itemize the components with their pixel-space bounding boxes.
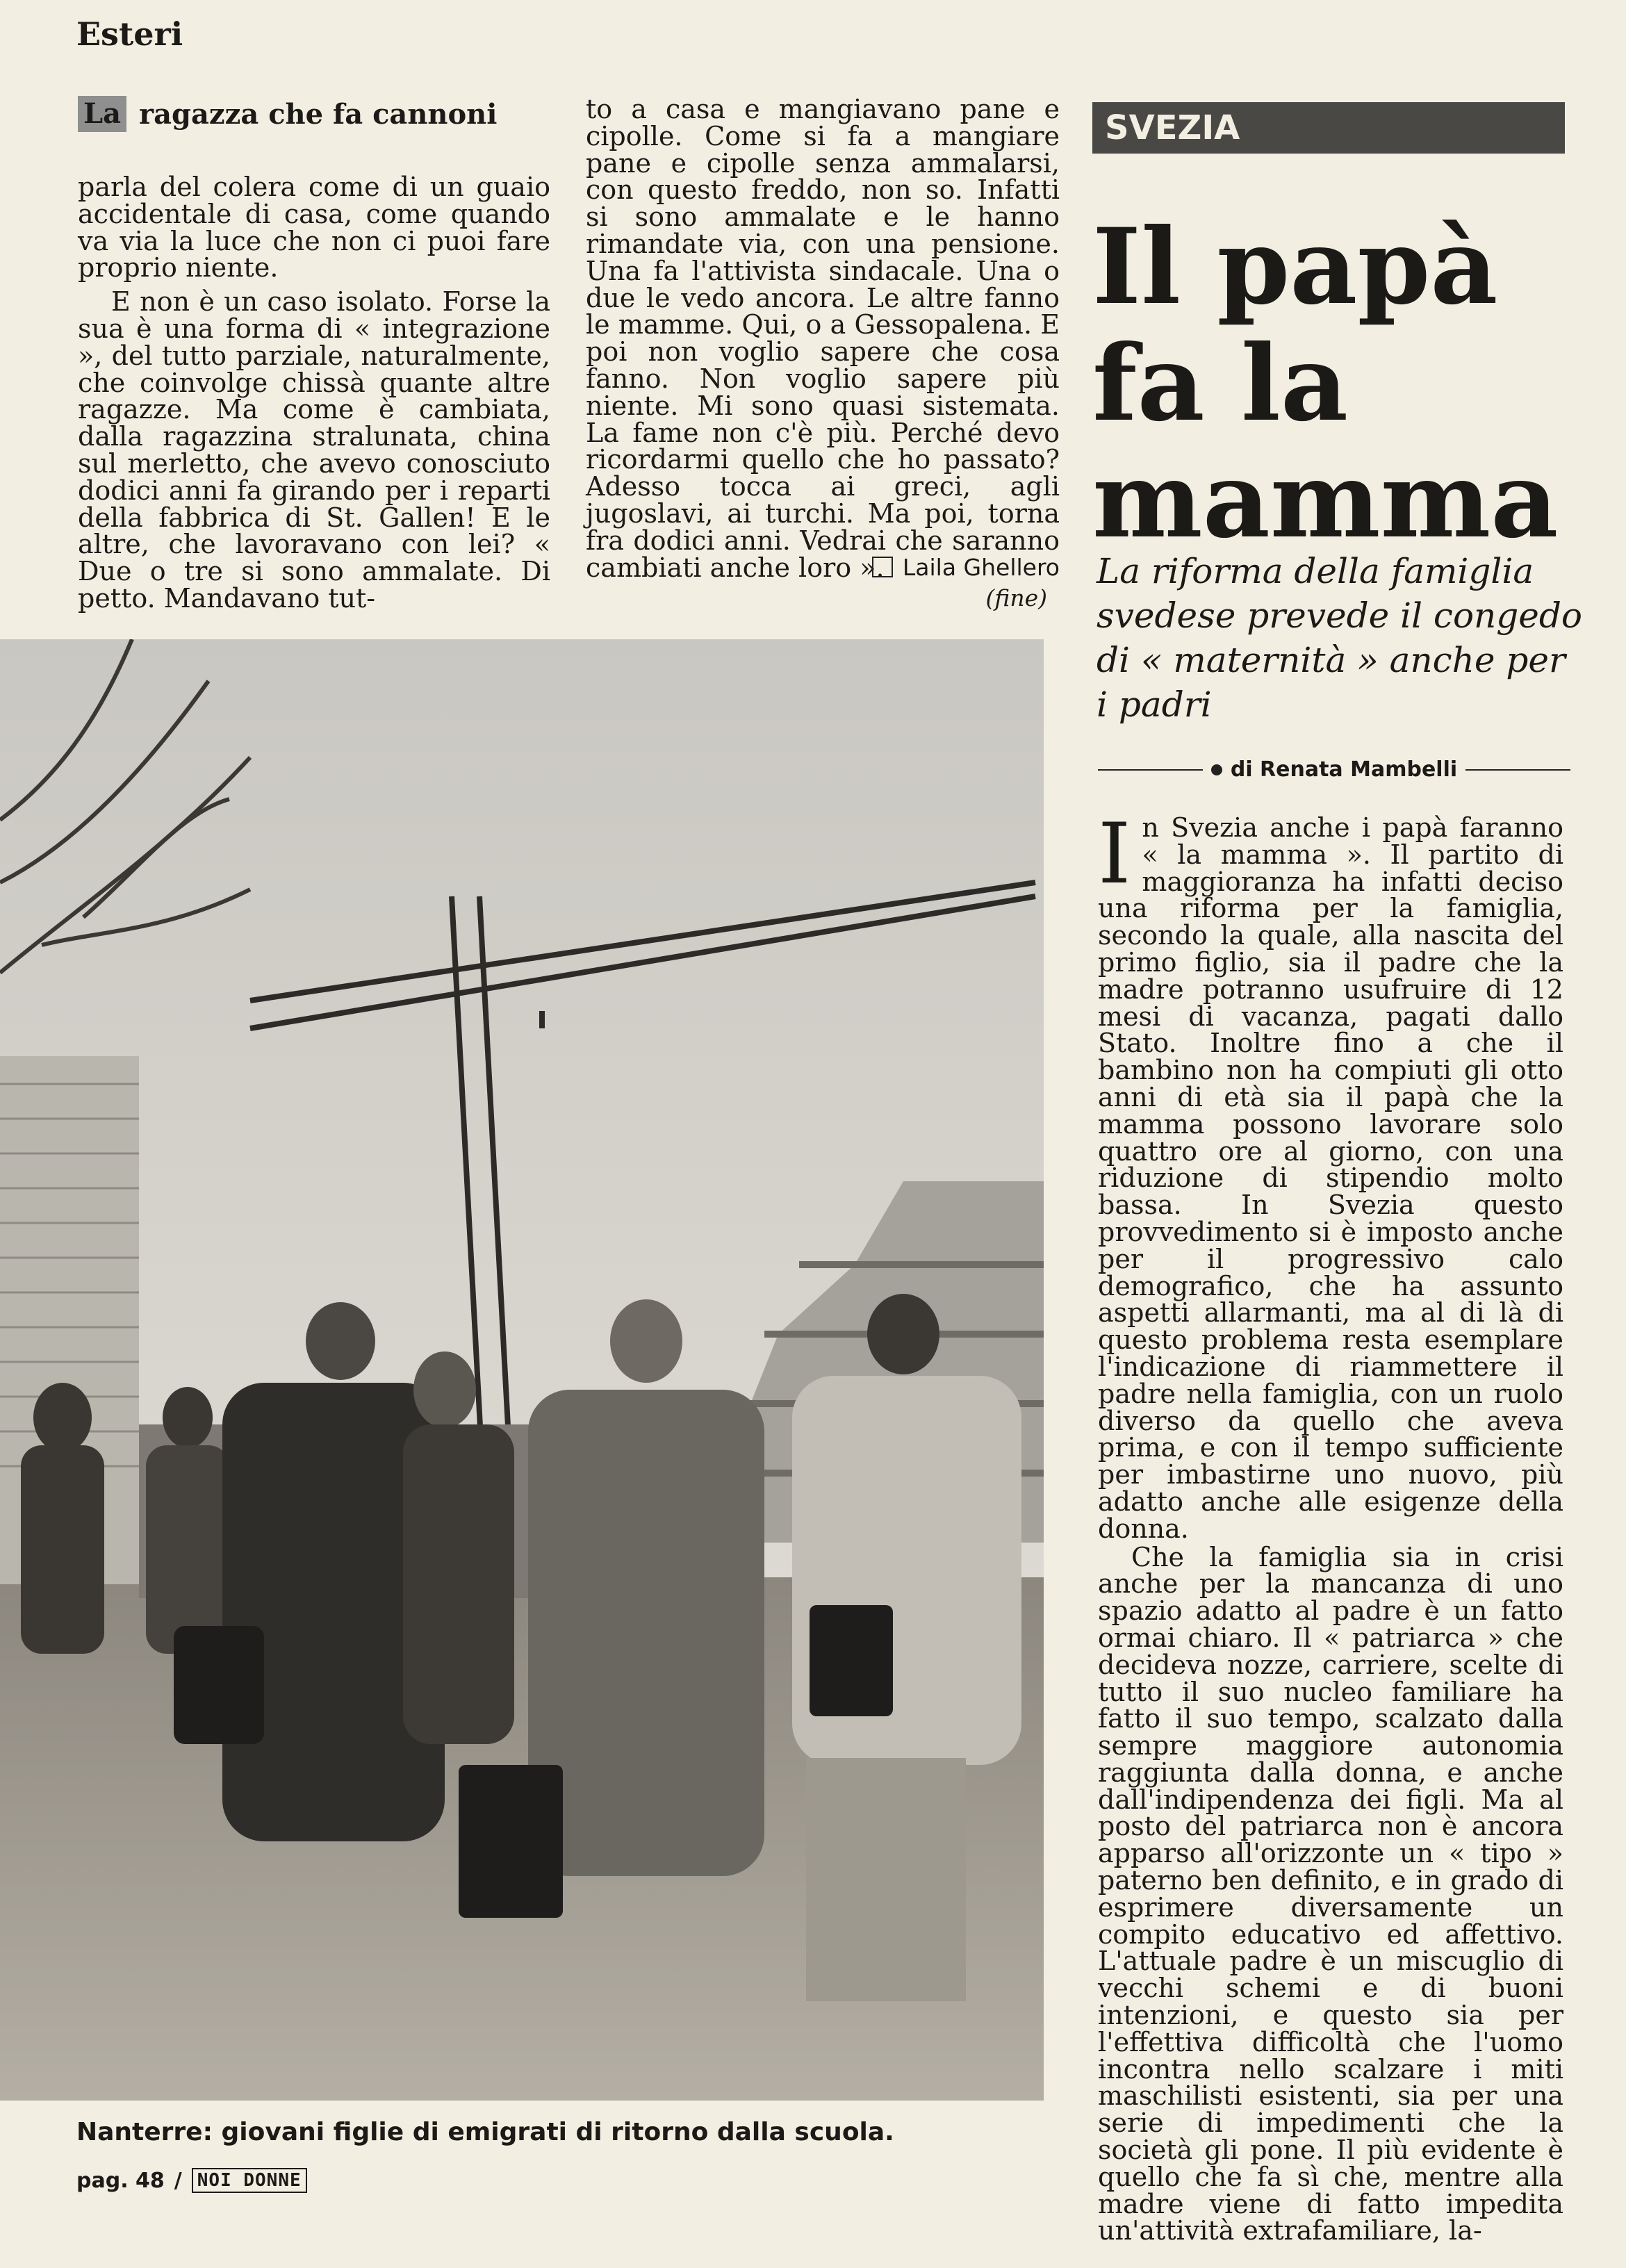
deck: La riforma della famiglia svedese prevede il congedo di « maternità » anche per i padri — [1097, 551, 1582, 725]
end-note: (fine) — [985, 584, 1047, 611]
headline: Il papà fa la mamma — [1092, 206, 1559, 561]
byline-rule-right — [1465, 769, 1570, 771]
kicker-box: La — [78, 96, 126, 132]
bullet-icon — [1211, 764, 1222, 775]
page-number: pag. 48 — [76, 2168, 165, 2193]
first-paragraph-text: n Svezia anche i papà faranno « la mamma ». Il partito di maggioranza ha infatti deciso una riforma per la famiglia, secondo la quale, alla nascita del primo figlio, sia il padre che la madre potranno usufruire di 12 mesi di vacanza, pagati dallo Stato. Inoltre fino a che il bambino non ha compiuti gli otto anni di età sia il papà che la mamma possono lavorare solo quattro ore al giorno, con una riduzione di stipendio molto bassa. In Svezia questo provvedimento si è imposto anche per il progressivo calo demografico, che ha assunto aspetti allarmanti, ma al di là di questo problema resta esemplare l'indicazione di riammettere il padre nella famiglia, con un ruolo diverso da quello che aveva prima, e con il tempo sufficiente per imbastirne uno nuovo, più adatto anche alle esigenze della donna. — [1098, 812, 1563, 1544]
end-square-icon — [872, 557, 893, 577]
byline — [1098, 757, 1570, 782]
first-paragraph — [1098, 806, 1563, 1544]
byline-text: di Renata Mambelli — [1230, 757, 1458, 782]
byline-rule-left — [1098, 769, 1203, 771]
paragraph: E non è un caso isolato. Forse la sua è una forma di « integrazione », del tutto parziale, naturalmente, che coinvolge chissà quante altre ragazze. Ma come è cambiata, dalla ragazzina stralunata, china sul merletto, che avevo conosciuto dodici anni fa girando per i reparti della fabbrica di St. Gallen! E le altre, che lavoravano con lei? « Due o tre si sono ammalate. Di petto. Mandavano tut- — [78, 286, 550, 614]
author-name: Laila Ghellero — [902, 554, 1060, 581]
paragraph: to a casa e mangiavano pane e cipolle. Come si fa a mangiare pane e cipolle senza ammalarsi, con questo freddo, non so. Infatti si sono ammalate e le hanno rimandate via, con una pensione. Una fa l'attivista sindacale. Una o due le vedo ancora. Le altre fanno le mamme. Qui, o a Gessopalena. E poi non voglio sapere che cosa fanno. Non voglio sapere più niente. Mi sono quasi sistemata. La fame non c'è più. Perché devo ricordarmi quello che ho passato? Adesso tocca ai greci, agli jugoslavi, ai turchi. Ma poi, torna fra dodici anni. Vedrai che saranno cambiati anche loro ». — [586, 94, 1060, 583]
author-signature — [865, 552, 1060, 614]
article-column — [1098, 806, 1563, 2246]
dropcap: I — [1098, 806, 1131, 903]
photo — [0, 639, 1044, 2101]
second-paragraph: Che la famiglia sia in crisi anche per la mancanza di uno spazio adatto al padre è un fatto ormai chiaro. Il « patriarca » che decideva nozze, carriere, scelte di tutto il suo nucleo familiare ha fatto il suo tempo, scalzato dalla sempre maggiore autonomia raggiunta dalla donna, e anche dall'indipendenza dei figli. Ma al posto del patriarca non è ancora apparso all'orizzonte un « tipo » paterno ben definito, e in grado di esprimere diversamente un compito educativo ed affettivo. L'attuale padre è un miscuglio di vecchi schemi e di buoni intenzioni, e questo sia per l'effettiva difficoltà che l'uomo incontra nello scalzare i miti maschilisti esistenti, sia per una serie di impedimenti che la società gli pone. Il più evidente è quello che fa sì che, mentre alla madre viene di fatto impedita un'attività extrafamiliare, la- — [1098, 1541, 1563, 2246]
kicker-text: ragazza che fa cannoni — [139, 97, 498, 131]
paragraph: parla del colera come di un guaio accidentale di casa, come quando va via la luce che non ci puoi fare proprio niente. — [78, 172, 550, 284]
country-tag: SVEZIA — [1092, 102, 1565, 154]
magazine-logo: NOI DONNE — [192, 2168, 307, 2193]
footer-separator: / — [174, 2168, 182, 2193]
prev-article-kicker — [78, 96, 497, 132]
photo-caption: Nanterre: giovani figlie di emigrati di ritorno dalla scuola. — [76, 2118, 894, 2146]
photo-illustration — [0, 639, 1044, 2101]
prev-article-column-1 — [78, 174, 550, 612]
prev-article-column-2 — [586, 96, 1060, 581]
page-footer — [76, 2168, 307, 2193]
section-label: Esteri — [76, 15, 183, 53]
